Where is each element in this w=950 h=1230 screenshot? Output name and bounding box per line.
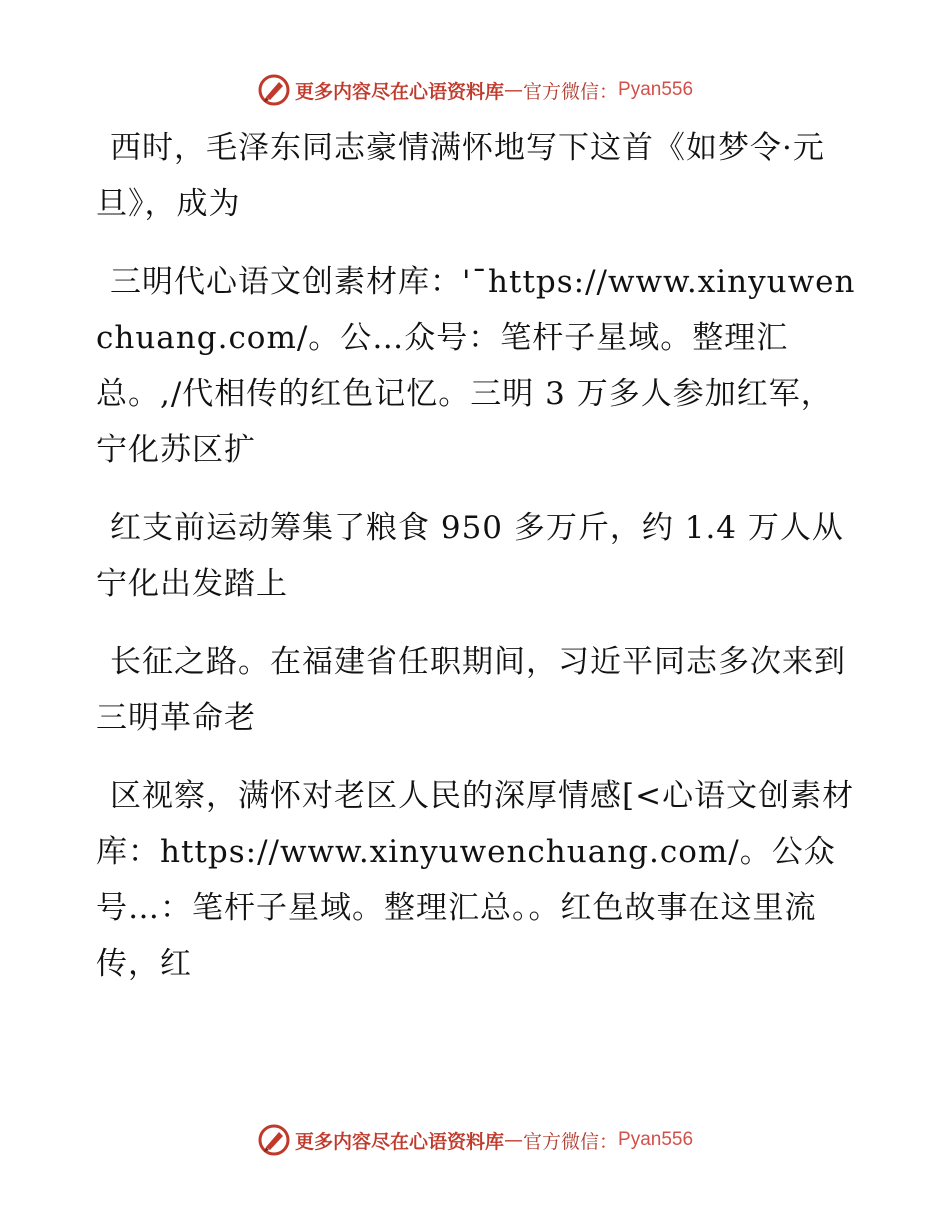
banner-dash: — — [503, 79, 523, 101]
banner-wechat-id: Pyan556 — [618, 1129, 694, 1150]
banner-wechat-id: Pyan556 — [618, 79, 694, 100]
red-pen-logo-icon — [257, 1123, 291, 1157]
body-paragraph: 长征之路。在福建省任职期间，习近平同志多次来到三明革命老 — [96, 644, 846, 736]
banner-separator: ： — [599, 80, 619, 103]
body-paragraph: 西时，毛泽东同志豪情满怀地写下这首《如梦令·元旦》，成为 — [96, 130, 825, 222]
red-pen-logo-icon — [257, 73, 291, 107]
body-paragraph: 红支前运动筹集了粮食 950 多万斤，约 1.4 万人从宁化出发踏上 — [96, 510, 844, 602]
banner-separator: ： — [599, 1130, 619, 1153]
body-paragraph: 区视察，满怀对老区人民的深厚情感[<心语文创素材库：https://www.xinyuwenchuang.com/。公众号…：笔杆子星域。整理汇总。。红色故事在这里流传，红 — [96, 778, 855, 982]
header-watermark-banner — [0, 70, 950, 110]
banner-wechat-label: 官方微信 — [522, 80, 599, 103]
body-paragraph: 三明代心语文创素材库：'¯https://www.xinyuwenchuang.com/。公…众号：笔杆子星域。整理汇总。,/代相传的红色记忆。三明 3 万多人参加红军，宁化苏区扩 — [96, 264, 856, 468]
banner-dash: — — [503, 1129, 523, 1151]
document-body — [96, 120, 856, 1014]
banner-main-text: 更多内容尽在心语资料库 — [294, 80, 504, 103]
banner-main-text: 更多内容尽在心语资料库 — [294, 1130, 504, 1153]
footer-watermark-banner — [0, 1120, 950, 1160]
banner-wechat-label: 官方微信 — [522, 1130, 599, 1153]
